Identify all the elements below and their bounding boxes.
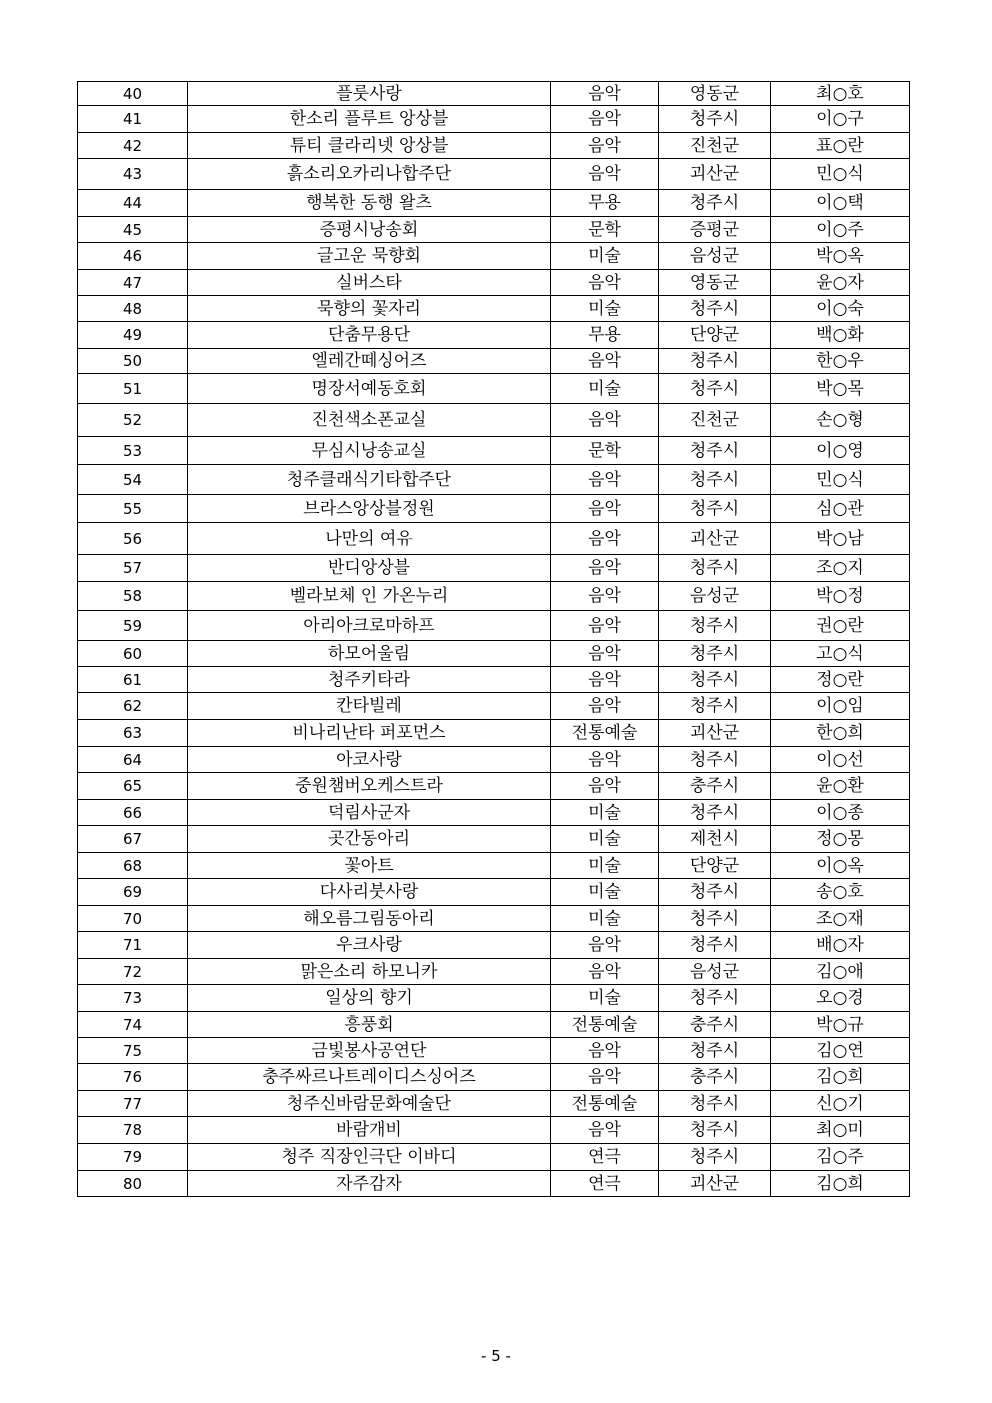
region-cell: 청주시 [659,985,771,1012]
group-name-cell: 흙소리오카리나합주단 [188,159,551,190]
field-cell: 음악 [551,667,659,693]
field-cell: 음악 [551,747,659,773]
table-row [78,1144,910,1171]
field-cell: 전통예술 [551,1091,659,1117]
representative-cell: 이○선 [771,747,910,773]
representative-cell: 최○호 [771,82,910,106]
group-name-cell: 흥풍회 [188,1012,551,1038]
group-name-cell: 칸타빌레 [188,693,551,720]
group-name-cell: 금빛봉사공연단 [188,1038,551,1064]
row-number-cell: 69 [78,879,188,906]
field-cell: 전통예술 [551,1012,659,1038]
row-number-cell: 67 [78,826,188,853]
row-number-cell: 45 [78,217,188,243]
field-cell: 미술 [551,826,659,853]
group-name-cell: 벨라보체 인 가온누리 [188,582,551,611]
group-name-cell: 청주 직장인극단 이바디 [188,1144,551,1171]
table-row [78,773,910,800]
field-cell: 미술 [551,374,659,404]
field-cell: 음악 [551,1117,659,1144]
representative-cell: 최○미 [771,1117,910,1144]
row-number-cell: 64 [78,747,188,773]
row-number-cell: 70 [78,906,188,932]
region-cell: 청주시 [659,932,771,959]
field-cell: 무용 [551,322,659,349]
field-cell: 음악 [551,523,659,555]
region-cell: 음성군 [659,959,771,985]
region-cell: 단양군 [659,322,771,349]
group-name-cell: 하모어울림 [188,641,551,667]
representative-cell: 정○란 [771,667,910,693]
field-cell: 음악 [551,465,659,495]
table-row [78,959,910,985]
table-row [78,190,910,217]
table-row [78,667,910,693]
group-name-cell: 글고운 묵향회 [188,243,551,270]
representative-cell: 이○택 [771,190,910,217]
representative-cell: 송○호 [771,879,910,906]
table-row [78,582,910,611]
group-name-cell: 바람개비 [188,1117,551,1144]
table-row [78,296,910,322]
representative-cell: 윤○환 [771,773,910,800]
representative-cell: 박○규 [771,1012,910,1038]
group-name-cell: 맑은소리 하모니카 [188,959,551,985]
region-cell: 청주시 [659,800,771,826]
region-cell: 충주시 [659,773,771,800]
table-row [78,693,910,720]
row-number-cell: 77 [78,1091,188,1117]
field-cell: 무용 [551,190,659,217]
region-cell: 증평군 [659,217,771,243]
table-row [78,826,910,853]
field-cell: 음악 [551,270,659,296]
group-name-cell: 일상의 향기 [188,985,551,1012]
row-number-cell: 51 [78,374,188,404]
group-name-cell: 우크사랑 [188,932,551,959]
field-cell: 음악 [551,495,659,523]
region-cell: 청주시 [659,495,771,523]
group-name-cell: 청주키타라 [188,667,551,693]
representative-cell: 조○지 [771,555,910,582]
page-number: - 5 - [481,1347,511,1365]
table-row [78,1171,910,1197]
field-cell: 미술 [551,243,659,270]
field-cell: 음악 [551,1064,659,1091]
field-cell: 미술 [551,879,659,906]
table-row [78,985,910,1012]
table-row [78,1064,910,1091]
field-cell: 음악 [551,555,659,582]
field-cell: 미술 [551,853,659,879]
region-cell: 괴산군 [659,523,771,555]
row-number-cell: 53 [78,437,188,465]
row-number-cell: 74 [78,1012,188,1038]
table-row [78,82,910,106]
group-name-cell: 비나리난타 퍼포먼스 [188,720,551,747]
representative-cell: 김○희 [771,1064,910,1091]
field-cell: 음악 [551,1038,659,1064]
table-row [78,270,910,296]
region-cell: 충주시 [659,1012,771,1038]
group-name-cell: 반디앙상블 [188,555,551,582]
row-number-cell: 55 [78,495,188,523]
table-row [78,906,910,932]
field-cell: 음악 [551,106,659,133]
region-cell: 청주시 [659,437,771,465]
table-row [78,1012,910,1038]
representative-cell: 신○기 [771,1091,910,1117]
group-name-cell: 나만의 여유 [188,523,551,555]
row-number-cell: 68 [78,853,188,879]
region-cell: 진천군 [659,133,771,159]
field-cell: 문학 [551,217,659,243]
region-cell: 괴산군 [659,720,771,747]
group-name-cell: 행복한 동행 왈츠 [188,190,551,217]
group-name-cell: 해오름그림동아리 [188,906,551,932]
group-name-cell: 다사리붓사랑 [188,879,551,906]
field-cell: 음악 [551,582,659,611]
row-number-cell: 42 [78,133,188,159]
row-number-cell: 46 [78,243,188,270]
group-name-cell: 증평시낭송회 [188,217,551,243]
field-cell: 미술 [551,985,659,1012]
representative-cell: 심○관 [771,495,910,523]
row-number-cell: 78 [78,1117,188,1144]
region-cell: 청주시 [659,349,771,374]
row-number-cell: 60 [78,641,188,667]
row-number-cell: 58 [78,582,188,611]
representative-cell: 김○애 [771,959,910,985]
row-number-cell: 57 [78,555,188,582]
field-cell: 음악 [551,641,659,667]
row-number-cell: 71 [78,932,188,959]
table-row [78,133,910,159]
table-row [78,1091,910,1117]
representative-cell: 박○정 [771,582,910,611]
table-row [78,322,910,349]
table-row [78,404,910,437]
row-number-cell: 44 [78,190,188,217]
group-name-cell: 무심시낭송교실 [188,437,551,465]
table-row [78,349,910,374]
region-cell: 청주시 [659,611,771,641]
row-number-cell: 62 [78,693,188,720]
field-cell: 음악 [551,773,659,800]
region-cell: 청주시 [659,667,771,693]
representative-cell: 이○구 [771,106,910,133]
field-cell: 음악 [551,82,659,106]
group-name-cell: 진천색소폰교실 [188,404,551,437]
representative-cell: 한○희 [771,720,910,747]
group-name-cell: 충주싸르나트레이디스싱어즈 [188,1064,551,1091]
group-name-cell: 한소리 플루트 앙상블 [188,106,551,133]
table-row [78,243,910,270]
row-number-cell: 56 [78,523,188,555]
table-row [78,720,910,747]
representative-cell: 민○식 [771,465,910,495]
representative-cell: 김○연 [771,1038,910,1064]
region-cell: 청주시 [659,190,771,217]
group-name-cell: 자주감자 [188,1171,551,1197]
representative-cell: 조○재 [771,906,910,932]
representative-cell: 오○경 [771,985,910,1012]
region-cell: 영동군 [659,270,771,296]
representative-cell: 이○영 [771,437,910,465]
representative-cell: 이○임 [771,693,910,720]
group-name-cell: 묵향의 꽃자리 [188,296,551,322]
region-cell: 청주시 [659,296,771,322]
field-cell: 전통예술 [551,720,659,747]
representative-cell: 정○몽 [771,826,910,853]
table-row [78,879,910,906]
table-row [78,159,910,190]
table-row [78,1038,910,1064]
field-cell: 연극 [551,1171,659,1197]
field-cell: 미술 [551,296,659,322]
row-number-cell: 59 [78,611,188,641]
roster-table [77,81,910,1197]
field-cell: 음악 [551,959,659,985]
representative-cell: 이○옥 [771,853,910,879]
region-cell: 괴산군 [659,1171,771,1197]
representative-cell: 손○형 [771,404,910,437]
row-number-cell: 50 [78,349,188,374]
region-cell: 충주시 [659,1064,771,1091]
region-cell: 청주시 [659,555,771,582]
group-name-cell: 청주신바람문화예술단 [188,1091,551,1117]
row-number-cell: 72 [78,959,188,985]
table-row [78,217,910,243]
row-number-cell: 61 [78,667,188,693]
region-cell: 청주시 [659,641,771,667]
row-number-cell: 76 [78,1064,188,1091]
field-cell: 음악 [551,404,659,437]
region-cell: 청주시 [659,1091,771,1117]
group-name-cell: 덕림사군자 [188,800,551,826]
representative-cell: 김○희 [771,1171,910,1197]
row-number-cell: 66 [78,800,188,826]
field-cell: 음악 [551,349,659,374]
region-cell: 청주시 [659,1144,771,1171]
region-cell: 제천시 [659,826,771,853]
row-number-cell: 52 [78,404,188,437]
representative-cell: 고○식 [771,641,910,667]
table-row [78,495,910,523]
field-cell: 음악 [551,932,659,959]
group-name-cell: 단춤무용단 [188,322,551,349]
field-cell: 음악 [551,611,659,641]
representative-cell: 표○란 [771,133,910,159]
representative-cell: 윤○자 [771,270,910,296]
row-number-cell: 63 [78,720,188,747]
group-name-cell: 곳간동아리 [188,826,551,853]
representative-cell: 백○화 [771,322,910,349]
group-name-cell: 청주클래식기타합주단 [188,465,551,495]
table-row [78,641,910,667]
representative-cell: 이○종 [771,800,910,826]
representative-cell: 한○우 [771,349,910,374]
row-number-cell: 41 [78,106,188,133]
region-cell: 음성군 [659,243,771,270]
row-number-cell: 65 [78,773,188,800]
row-number-cell: 43 [78,159,188,190]
group-name-cell: 중원챔버오케스트라 [188,773,551,800]
representative-cell: 권○란 [771,611,910,641]
field-cell: 미술 [551,906,659,932]
field-cell: 음악 [551,133,659,159]
region-cell: 청주시 [659,906,771,932]
group-name-cell: 아코사랑 [188,747,551,773]
group-name-cell: 아리아크로마하프 [188,611,551,641]
representative-cell: 박○옥 [771,243,910,270]
region-cell: 청주시 [659,465,771,495]
field-cell: 미술 [551,800,659,826]
region-cell: 청주시 [659,1038,771,1064]
representative-cell: 민○식 [771,159,910,190]
row-number-cell: 75 [78,1038,188,1064]
table-row [78,465,910,495]
region-cell: 진천군 [659,404,771,437]
field-cell: 음악 [551,693,659,720]
field-cell: 문학 [551,437,659,465]
table-row [78,437,910,465]
table-row [78,932,910,959]
representative-cell: 이○숙 [771,296,910,322]
table-row [78,800,910,826]
row-number-cell: 49 [78,322,188,349]
table-row [78,555,910,582]
group-name-cell: 브라스앙상블정원 [188,495,551,523]
region-cell: 청주시 [659,747,771,773]
table-row [78,611,910,641]
row-number-cell: 80 [78,1171,188,1197]
table-row [78,1117,910,1144]
row-number-cell: 54 [78,465,188,495]
row-number-cell: 79 [78,1144,188,1171]
region-cell: 청주시 [659,374,771,404]
table-row [78,747,910,773]
region-cell: 영동군 [659,82,771,106]
region-cell: 청주시 [659,693,771,720]
region-cell: 청주시 [659,106,771,133]
representative-cell: 박○목 [771,374,910,404]
table-row [78,523,910,555]
representative-cell: 박○남 [771,523,910,555]
region-cell: 단양군 [659,853,771,879]
group-name-cell: 엘레간떼싱어즈 [188,349,551,374]
table-row [78,374,910,404]
representative-cell: 이○주 [771,217,910,243]
row-number-cell: 40 [78,82,188,106]
region-cell: 청주시 [659,1117,771,1144]
table-row [78,106,910,133]
group-name-cell: 꽃아트 [188,853,551,879]
row-number-cell: 47 [78,270,188,296]
representative-cell: 김○주 [771,1144,910,1171]
group-name-cell: 실버스타 [188,270,551,296]
row-number-cell: 73 [78,985,188,1012]
field-cell: 음악 [551,159,659,190]
representative-cell: 배○자 [771,932,910,959]
roster-table-body [78,82,910,1197]
field-cell: 연극 [551,1144,659,1171]
table-row [78,853,910,879]
region-cell: 괴산군 [659,159,771,190]
group-name-cell: 튜티 클라리넷 앙상블 [188,133,551,159]
row-number-cell: 48 [78,296,188,322]
group-name-cell: 플룻사랑 [188,82,551,106]
group-name-cell: 명장서예동호회 [188,374,551,404]
region-cell: 음성군 [659,582,771,611]
region-cell: 청주시 [659,879,771,906]
